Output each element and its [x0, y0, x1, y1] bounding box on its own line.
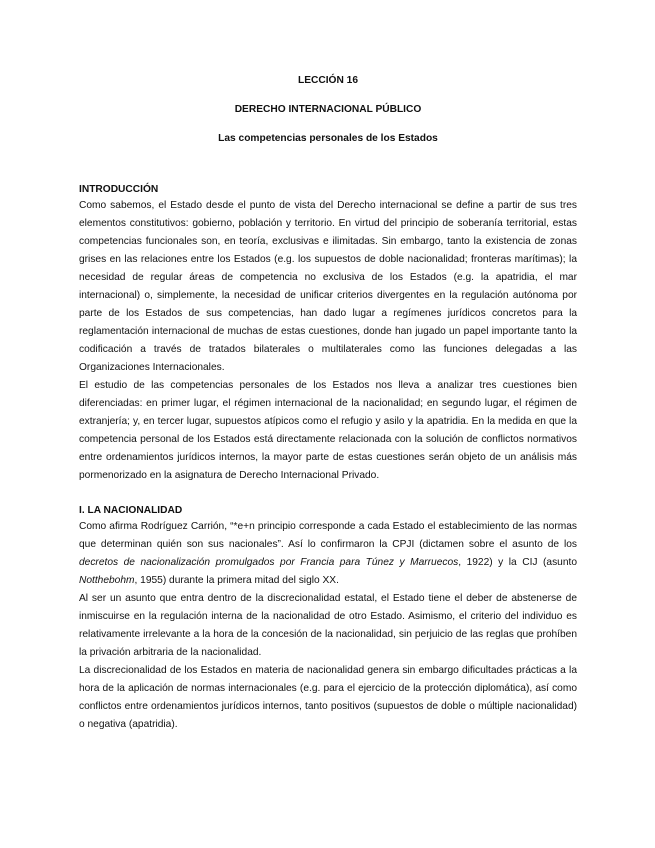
nationality-heading: I. LA NACIONALIDAD: [79, 505, 183, 516]
nationality-p1-case-title-1: decretos de nacionalización promulgados por Francia para Túnez y Marruecos: [79, 557, 459, 568]
nationality-p1-case-title-2: Notthebohm: [79, 575, 135, 586]
introduction-heading: INTRODUCCIÓN: [79, 184, 159, 195]
nationality-p1-text-e: , 1955) durante la primera mitad del siglo XX.: [134, 575, 339, 586]
introduction-paragraph-1: Como sabemos, el Estado desde el punto de vista del Derecho internacional se define a partir de sus tres elementos constitutivos: gobierno, población y territorio. En virtud del principio de soberanía territorial, estas competencias funcionales son, en teoría, exclusivas e ilimitadas. Sin embargo, tanto la existencia de zonas grises en las relaciones entre los Estados (e.g. los supuestos de doble nacionalidad; fronteras marítimas); la necesidad de regular áreas de competencia no exclusiva de los Estados (e.g. la apatridia, el mar internacional) o, simplemente, la necesidad de unificar criterios divergentes en la regulación autónoma por parte de los Estados de sus competencias, han dado lugar a regímenes jurídicos concretos para la reglamentación internacional de muchas de estas cuestiones, donde han jugado un papel importante tanto la codificación a través de tratados bilaterales o multilaterales como las funciones delegadas a las Organizaciones Internacionales.: [79, 200, 577, 373]
topic-title: Las competencias personales de los Estados: [218, 133, 438, 144]
nationality-p1-text-c: , 1922) y la CIJ (asunto: [458, 557, 577, 568]
lesson-title: LECCIÓN 16: [297, 75, 358, 86]
nationality-paragraph-3: La discrecionalidad de los Estados en materia de nacionalidad genera sin embargo dificultades prácticas a la hora de la aplicación de normas internacionales (e.g. para el ejercicio de la protección diplomática), así como conflictos entre ordenamientos jurídicos internos, tanto positivos (supuestos de doble o múltiple nacionalidad) o negativa (apatridia).: [79, 665, 577, 730]
nationality-p1-text-a: Como afirma Rodríguez Carrión, “*e+n principio corresponde a cada Estado el establecimiento de las normas que determinan quién son sus nacionales”. Así lo confirmaron la CPJI (dictamen sobre el asunto de los: [79, 521, 577, 550]
introduction-paragraph-2: El estudio de las competencias personales de los Estados nos lleva a analizar tres cuestiones bien diferenciadas: en primer lugar, el régimen internacional de la nacionalidad; en segundo lugar, el régimen de extranjería; y, en tercer lugar, supuestos atípicos como el refugio y asilo y la apatridia. En la medida en que la competencia personal de los Estados está directamente relacionada con la solución de conflictos normativos entre ordenamientos jurídicos internos, la mayor parte de estas cuestiones serán objeto de un análisis más pormenorizado en la asignatura de Derecho Internacional Privado.: [79, 380, 577, 481]
nationality-paragraph-2: Al ser un asunto que entra dentro de la discrecionalidad estatal, el Estado tiene el deber de abstenerse de inmiscuirse en la regulación interna de la nacionalidad de otro Estado. Asimismo, el criterio del individuo es relativamente irrelevante a la hora de la concesión de la nacionalidad, sin perjuicio de las reglas que prohíben la privación arbitraria de la nacionalidad.: [79, 593, 577, 658]
document-content: [79, 74, 577, 734]
subject-title: DERECHO INTERNACIONAL PÚBLICO: [234, 104, 422, 115]
nationality-paragraph-1: [79, 518, 577, 590]
